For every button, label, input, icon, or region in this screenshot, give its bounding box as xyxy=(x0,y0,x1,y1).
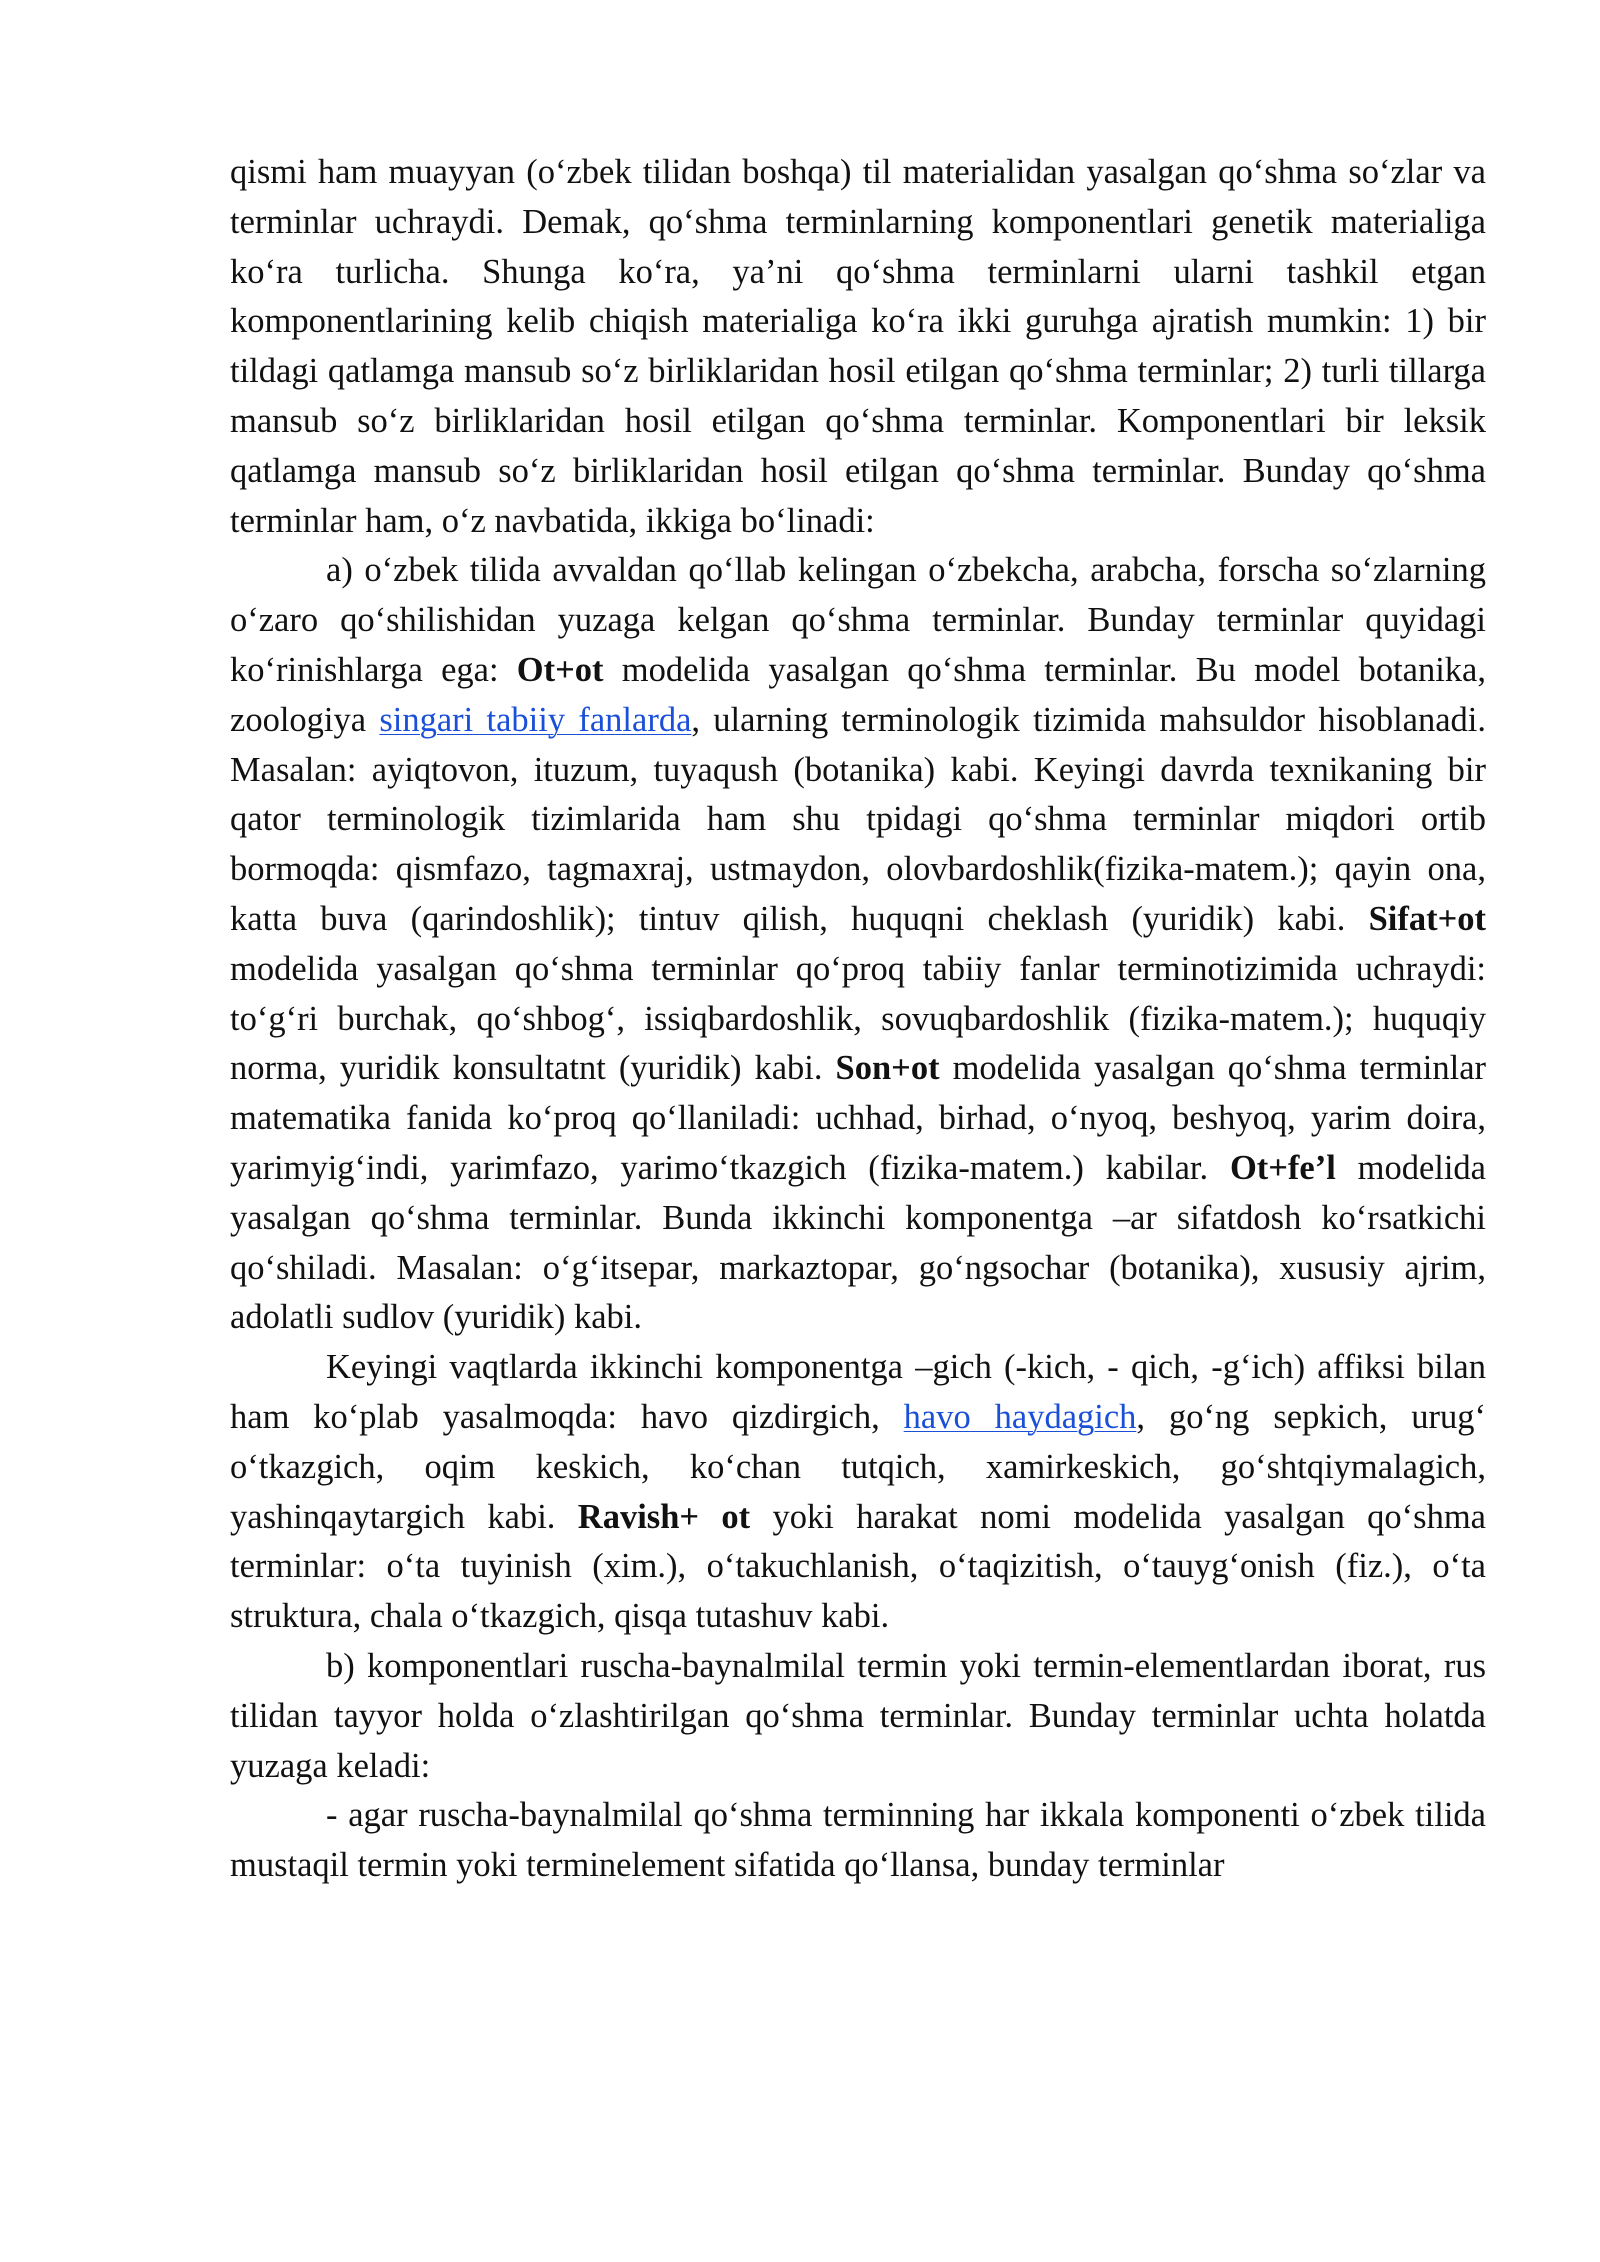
text-segment: Keyingi vaqtlarda ikkinchi komponentga –gich (-kich, - qich, -g‘ich) affiksi bilan ham ko‘plab yasalmoqda: havo qizdirgich, xyxy=(230,1348,1486,1436)
text-segment: a) o‘zbek tilida avvaldan qo‘llab kelingan o‘zbekcha, arabcha, forscha so‘zlarning o‘zaro qo‘shilishidan yuzaga kelgan qo‘shma terminlar. Bunday terminlar quyidagi ko‘rinishlarga ega: xyxy=(230,551,1486,689)
paragraph-item-a xyxy=(230,546,1486,1343)
text-segment: yoki harakat nomi modelida yasalgan qo‘shma terminlar: o‘ta tuyinish (xim.), o‘takuchlanish, o‘taqizitish, o‘tauyg‘onish (fiz.), o‘ta struktura, chala o‘tkazgich, qisqa tutashuv kabi. xyxy=(230,1497,1486,1636)
text-segment: b) komponentlari ruscha-baynalmilal termin yoki termin-elementlardan iborat, rus tilidan tayyor holda o‘zlashtirilgan qo‘shma terminlar. Bunday terminlar uchta holatda yuzaga keladi: xyxy=(230,1646,1486,1785)
text-segment: - agar ruscha-baynalmilal qo‘shma terminning har ikkala komponenti o‘zbek tilida mustaqil termin yoki terminelement sifatida qo‘llansa, bunday terminlar xyxy=(230,1796,1486,1885)
text-segment: modelida yasalgan qo‘shma terminlar matematika fanida ko‘proq qo‘llaniladi: uchhad, birhad, o‘nyoq, beshyoq, yarim doira, yarimyig‘indi, yarimfazo, yarimo‘tkazgich (fizika-matem.) kabilar. xyxy=(230,1049,1486,1187)
paragraph-dash-item xyxy=(230,1791,1486,1891)
document-body xyxy=(230,148,1486,1891)
model-label-ravish-ot: Ravish+ ot xyxy=(577,1497,751,1536)
text-segment: modelida yasalgan qo‘shma terminlar qo‘proq tabiiy fanlar terminotizimida uchraydi: to‘g‘ri burchak, qo‘shbog‘, issiqbardoshlik, sovuqbardoshlik (fizika-matem.); huquqiy norma, yuridik konsultatnt (yuridik) kabi. xyxy=(230,949,1486,1088)
model-label-sifat-ot: Sifat+ot xyxy=(1368,899,1486,938)
text-segment: , go‘ng sepkich, urug‘ o‘tkazgich, oqim keskich, ko‘chan tutqich, xamirkeskich, go‘shtqiymalagich, yashinqaytargich kabi. xyxy=(230,1397,1486,1536)
link-singari-tabiiy-fanlarda[interactable]: singari tabiiy fanlarda xyxy=(379,700,692,739)
text-segment: , ularning terminologik tizimida mahsuldor hisoblanadi. Masalan: ayiqtovon, ituzum, tuyaqush (botanika) kabi. Keyingi davrda texnikaning bir qator terminologik tizimlarida ham shu tpidagi qo‘shma terminlar miqdori ortib bormoqda: qismfazo, tagmaxraj, ustmaydon, olovbardoshlik(fizika-matem.); qayin ona, katta buva (qarindoshlik); tintuv qilish, huquqni cheklash (yuridik) kabi. xyxy=(230,700,1487,938)
model-label-son-ot: Son+ot xyxy=(835,1049,940,1088)
paragraph-item-b xyxy=(230,1642,1486,1791)
text-segment: qismi ham muayyan (o‘zbek tilidan boshqa) til materialidan yasalgan qo‘shma so‘zlar va terminlar uchraydi. Demak, qo‘shma terminlarning komponentlari genetik materialiga ko‘ra turlicha. Shunga ko‘ra, ya’ni qo‘shma terminlarni ularni tashkil etgan komponentlarining kelib chiqish materialiga ko‘ra ikki guruhga ajratish mumkin: 1) bir tildagi qatlamga mansub so‘z birliklaridan hosil etilgan qo‘shma terminlar; 2) turli tillarga mansub so‘z birliklaridan hosil etilgan qo‘shma terminlar. Komponentlari bir leksik qatlamga mansub so‘z birliklaridan hosil etilgan qo‘shma terminlar. Bunday qo‘shma terminlar ham, o‘z navbatida, ikkiga bo‘linadi: xyxy=(230,153,1486,540)
model-label-ot-ot: Ot+ot xyxy=(516,650,604,689)
text-segment: modelida yasalgan qo‘shma terminlar. Bu model botanika, zoologiya xyxy=(230,650,1486,739)
link-havo-haydagich[interactable]: havo haydagich xyxy=(903,1397,1137,1436)
paragraph-gich-affix xyxy=(230,1343,1486,1642)
paragraph-continuation xyxy=(230,148,1486,546)
text-segment: modelida yasalgan qo‘shma terminlar. Bunda ikkinchi komponentga –ar sifatdosh ko‘rsatkichi qo‘shiladi. Masalan: o‘g‘itsepar, markaztopar, go‘ngsochar (botanika), xususiy ajrim, adolatli sudlov (yuridik) kabi. xyxy=(230,1148,1486,1337)
model-label-ot-fel: Ot+fe’l xyxy=(1229,1148,1336,1187)
